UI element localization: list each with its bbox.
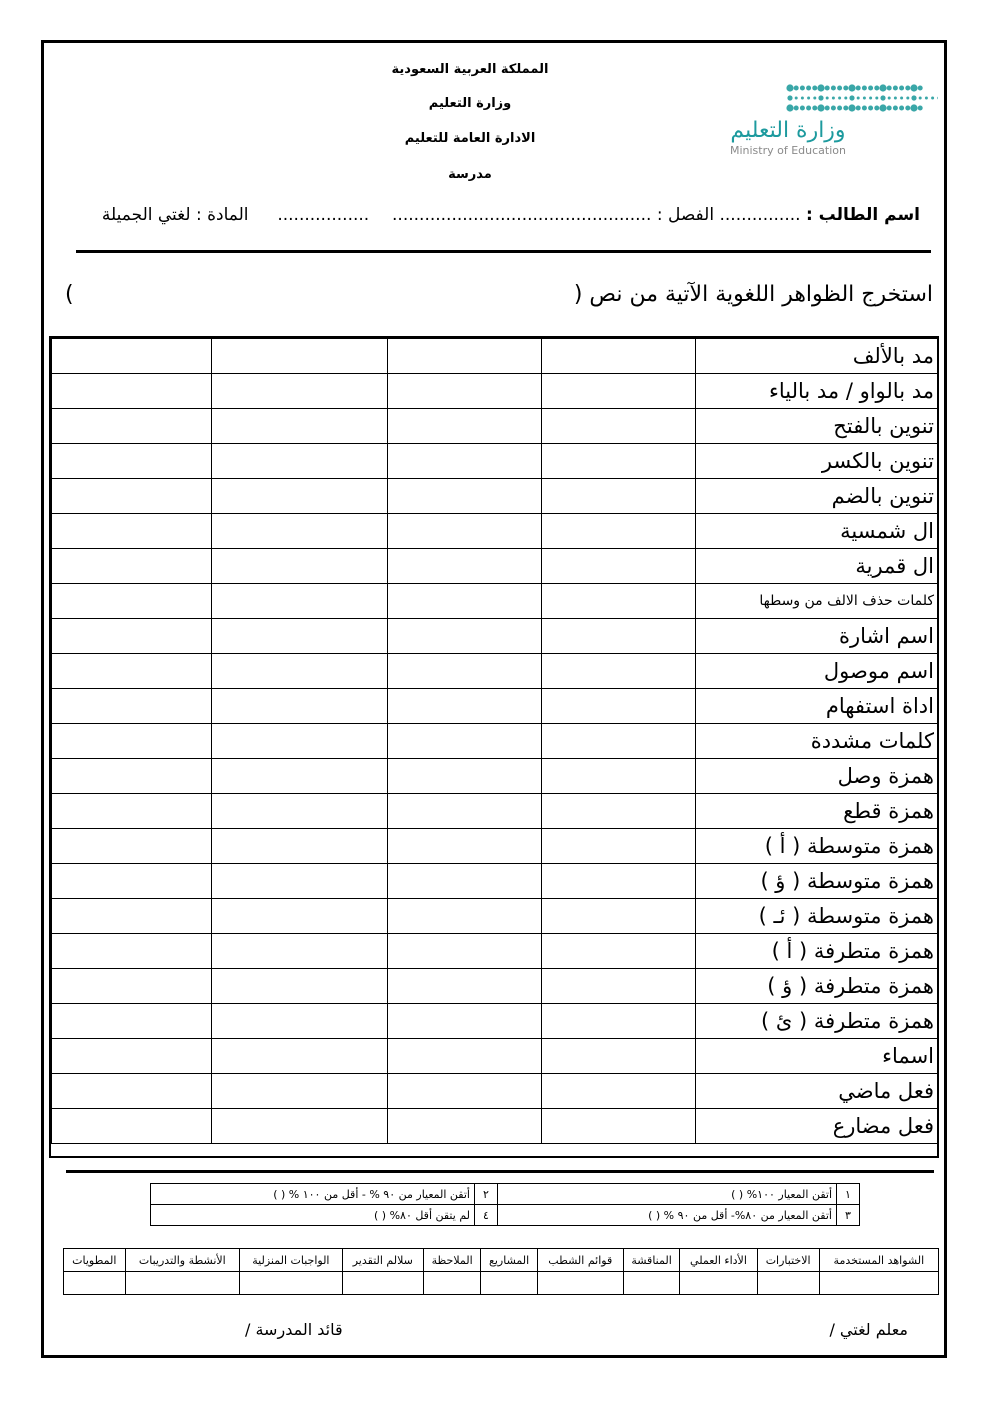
answer-cell[interactable] <box>212 409 388 444</box>
answer-cell[interactable] <box>388 934 542 969</box>
logo-dot <box>899 106 904 111</box>
answer-cell[interactable] <box>388 864 542 899</box>
answer-cell[interactable] <box>212 1004 388 1039</box>
answer-cell[interactable] <box>52 969 212 1004</box>
answer-cell[interactable] <box>542 969 696 1004</box>
row-label: همزة قطع <box>696 794 939 829</box>
logo-dot <box>925 97 928 100</box>
logo-dot <box>875 97 878 100</box>
evidence-cell[interactable] <box>481 1272 537 1295</box>
answer-cell[interactable] <box>542 654 696 689</box>
evidence-header: المناقشة <box>623 1249 680 1272</box>
answer-cell[interactable] <box>212 514 388 549</box>
table-row <box>52 339 939 374</box>
answer-cell[interactable] <box>388 829 542 864</box>
row-label: اسم موصول <box>696 654 939 689</box>
logo-dot <box>838 97 841 100</box>
answer-cell[interactable] <box>542 829 696 864</box>
logo-dot <box>868 86 873 91</box>
logo-dot <box>856 106 861 111</box>
logo-dot <box>919 97 922 100</box>
answer-cell[interactable] <box>542 409 696 444</box>
evidence-header: المطويات <box>64 1249 126 1272</box>
table-row <box>52 794 939 829</box>
answer-cell[interactable] <box>388 479 542 514</box>
answer-cell[interactable] <box>388 549 542 584</box>
logo-dot <box>856 86 861 91</box>
logo-dot <box>795 97 798 100</box>
answer-cell[interactable] <box>542 864 696 899</box>
answer-cell[interactable] <box>52 1004 212 1039</box>
table-row <box>52 409 939 444</box>
logo-english-text: Ministry of Education <box>729 144 846 157</box>
answer-cell[interactable] <box>388 1004 542 1039</box>
answer-cell[interactable] <box>542 934 696 969</box>
answer-cell[interactable] <box>388 1039 542 1074</box>
answer-cell[interactable] <box>388 1074 542 1109</box>
footer-divider <box>66 1170 934 1173</box>
logo-dot <box>786 104 793 111</box>
answer-cell[interactable] <box>212 864 388 899</box>
logo-dot <box>880 95 885 100</box>
logo-dot <box>857 97 860 100</box>
logo-dot <box>806 106 811 111</box>
answer-cell[interactable] <box>388 444 542 479</box>
evidence-header: الشواهد المستخدمة <box>819 1249 938 1272</box>
criteria-row <box>151 1205 860 1226</box>
answer-cell[interactable] <box>388 689 542 724</box>
answer-cell[interactable] <box>388 374 542 409</box>
table-row <box>52 654 939 689</box>
class-label: الفصل : <box>656 205 715 225</box>
answer-cell[interactable] <box>542 724 696 759</box>
evidence-header: قوائم الشطب <box>537 1249 623 1272</box>
answer-cell[interactable] <box>388 619 542 654</box>
logo-dot <box>918 86 923 91</box>
instruction-line <box>55 282 933 307</box>
answer-cell[interactable] <box>388 654 542 689</box>
row-label: كلمات حذف الالف من وسطها <box>696 584 939 619</box>
evidence-header-row <box>64 1249 939 1272</box>
evidence-cell[interactable] <box>240 1272 343 1295</box>
logo-dot <box>817 104 824 111</box>
table-row <box>52 479 939 514</box>
row-label: اسم اشارة <box>696 619 939 654</box>
criteria-num: ٤ <box>475 1205 498 1226</box>
instruction-close-paren: ) <box>65 282 74 307</box>
logo-dot <box>874 106 879 111</box>
answer-cell[interactable] <box>52 444 212 479</box>
header-directorate: الادارة العامة للتعليم <box>404 131 536 146</box>
answer-cell[interactable] <box>52 689 212 724</box>
logo-dot <box>937 97 938 100</box>
table-row <box>52 759 939 794</box>
answer-cell[interactable] <box>388 759 542 794</box>
answer-cell[interactable] <box>212 1039 388 1074</box>
answer-cell[interactable] <box>212 549 388 584</box>
header-country: المملكة العربية السعودية <box>391 62 549 77</box>
logo-dot <box>862 86 867 91</box>
logo-dot <box>869 97 872 100</box>
logo-dot <box>874 86 879 91</box>
logo-dot <box>887 106 892 111</box>
student-info-line <box>60 205 920 225</box>
logo-dot <box>800 106 805 111</box>
criteria-text: أتقن المعيار من ٩٠ % - أقل من ١٠٠ % ( ) <box>151 1184 475 1205</box>
logo-dot <box>806 86 811 91</box>
table-row <box>52 374 939 409</box>
table-row <box>52 864 939 899</box>
logo-dot <box>900 97 903 100</box>
logo-dot <box>899 86 904 91</box>
answer-cell[interactable] <box>52 479 212 514</box>
answer-cell[interactable] <box>542 1109 696 1144</box>
table-row <box>52 549 939 584</box>
subject-dots[interactable]: ................. <box>277 205 370 225</box>
row-label: اسماء <box>696 1039 939 1074</box>
logo-dot <box>832 97 835 100</box>
header-ministry: وزارة التعليم <box>428 96 512 111</box>
logo-dot <box>812 106 817 111</box>
answer-cell[interactable] <box>212 339 388 374</box>
evidence-cell[interactable] <box>125 1272 240 1295</box>
answer-cell[interactable] <box>52 584 212 619</box>
logo-dot <box>893 86 898 91</box>
answer-cell[interactable] <box>388 724 542 759</box>
answer-cell[interactable] <box>212 689 388 724</box>
subject-label: المادة : <box>195 205 249 225</box>
criteria-text: أتقن المعيار من ٨٠%- أقل من ٩٠ % ( ) <box>498 1205 837 1226</box>
evidence-header: المشاريع <box>481 1249 537 1272</box>
logo-dot <box>848 104 855 111</box>
row-label: اداة استفهام <box>696 689 939 724</box>
logo-dot <box>817 84 824 91</box>
answer-cell[interactable] <box>212 1074 388 1109</box>
logo-dot <box>918 106 923 111</box>
logo-dot <box>800 86 805 91</box>
answer-cell[interactable] <box>388 409 542 444</box>
logo-dot <box>843 86 848 91</box>
logo-dot <box>794 86 799 91</box>
table-row <box>52 1109 939 1144</box>
logo-dot <box>826 97 829 100</box>
evidence-cell[interactable] <box>680 1272 757 1295</box>
answer-cell[interactable] <box>542 584 696 619</box>
answer-cell[interactable] <box>542 1004 696 1039</box>
answer-cell[interactable] <box>52 374 212 409</box>
logo-dot <box>911 95 916 100</box>
evidence-check-row <box>64 1272 939 1295</box>
answer-cell[interactable] <box>52 514 212 549</box>
answer-cell[interactable] <box>52 829 212 864</box>
logo-dot <box>801 97 804 100</box>
table-row <box>52 724 939 759</box>
table-row <box>52 619 939 654</box>
evidence-header: الاختبارات <box>757 1249 819 1272</box>
answer-cell[interactable] <box>212 969 388 1004</box>
teacher-signature: معلم لغتي / <box>829 1320 908 1339</box>
answer-cell[interactable] <box>52 724 212 759</box>
answer-cell[interactable] <box>388 969 542 1004</box>
evidence-table <box>63 1248 939 1295</box>
table-row <box>52 934 939 969</box>
answer-cell[interactable] <box>212 759 388 794</box>
table-row <box>52 969 939 1004</box>
row-label: كلمات مشددة <box>696 724 939 759</box>
answer-cell[interactable] <box>52 899 212 934</box>
logo-dot <box>825 86 830 91</box>
table-row <box>52 1074 939 1109</box>
evidence-cell[interactable] <box>342 1272 423 1295</box>
table-row <box>52 829 939 864</box>
answer-cell[interactable] <box>212 584 388 619</box>
answer-cell[interactable] <box>52 409 212 444</box>
answer-cell[interactable] <box>212 619 388 654</box>
logo-dot <box>837 106 842 111</box>
answer-cell[interactable] <box>388 584 542 619</box>
table-row <box>52 444 939 479</box>
row-label: فعل ماضي <box>696 1074 939 1109</box>
row-label: تنوين بالكسر <box>696 444 939 479</box>
answer-cell[interactable] <box>52 759 212 794</box>
ministry-logo <box>708 80 938 166</box>
logo-dot <box>906 97 909 100</box>
answer-cell[interactable] <box>52 1074 212 1109</box>
logo-dot <box>905 106 910 111</box>
answer-cell[interactable] <box>52 1109 212 1144</box>
logo-dot <box>794 106 799 111</box>
answer-cell[interactable] <box>542 339 696 374</box>
logo-dot <box>862 106 867 111</box>
logo-dot <box>813 97 816 100</box>
logo-dot <box>863 97 866 100</box>
evidence-cell[interactable] <box>623 1272 680 1295</box>
answer-cell[interactable] <box>542 374 696 409</box>
logo-dot <box>879 84 886 91</box>
answer-cell[interactable] <box>212 829 388 864</box>
answer-cell[interactable] <box>212 444 388 479</box>
answer-cell[interactable] <box>388 514 542 549</box>
row-label: تنوين بالفتح <box>696 409 939 444</box>
answer-cell[interactable] <box>52 339 212 374</box>
logo-dot <box>893 106 898 111</box>
evidence-cell[interactable] <box>423 1272 480 1295</box>
answer-cell[interactable] <box>212 479 388 514</box>
answer-cell[interactable] <box>212 654 388 689</box>
logo-dot <box>879 104 886 111</box>
answer-cell[interactable] <box>542 444 696 479</box>
class-dots[interactable]: ................................................ <box>392 205 652 225</box>
row-label: همزة متطرفة ( ؤ ) <box>696 969 939 1004</box>
logo-dot <box>888 97 891 100</box>
header-divider <box>76 250 931 253</box>
logo-arabic-text: وزارة التعليم <box>730 118 846 143</box>
logo-dot <box>831 86 836 91</box>
answer-cell[interactable] <box>212 724 388 759</box>
row-label: مد بالألف <box>696 339 939 374</box>
student-name-label: اسم الطالب : <box>805 205 920 225</box>
evidence-cell[interactable] <box>819 1272 938 1295</box>
criteria-num: ٢ <box>475 1184 498 1205</box>
answer-cell[interactable] <box>542 619 696 654</box>
logo-dot <box>787 95 792 100</box>
logo-dot <box>844 97 847 100</box>
answer-cell[interactable] <box>542 689 696 724</box>
logo-dot <box>825 106 830 111</box>
row-label: مد بالواو / مد بالياء <box>696 374 939 409</box>
logo-dot <box>831 106 836 111</box>
criteria-num: ١ <box>837 1184 860 1205</box>
logo-dot <box>931 97 934 100</box>
table-row <box>52 1039 939 1074</box>
phenomena-table <box>51 338 939 1144</box>
table-row <box>52 689 939 724</box>
evidence-header: الملاحظة <box>423 1249 480 1272</box>
row-label: همزة وصل <box>696 759 939 794</box>
logo-dot <box>837 86 842 91</box>
table-row <box>52 514 939 549</box>
header-school: مدرسة <box>448 167 492 182</box>
answer-cell[interactable] <box>542 794 696 829</box>
answer-cell[interactable] <box>212 1109 388 1144</box>
answer-cell[interactable] <box>542 514 696 549</box>
answer-cell[interactable] <box>542 759 696 794</box>
logo-dot <box>910 84 917 91</box>
table-row <box>52 584 939 619</box>
subject-value: لغتي الجميلة <box>101 205 191 225</box>
row-label: تنوين بالضم <box>696 479 939 514</box>
logo-dot <box>807 97 810 100</box>
logo-dot <box>848 84 855 91</box>
answer-cell[interactable] <box>388 339 542 374</box>
answer-cell[interactable] <box>542 1074 696 1109</box>
answer-cell[interactable] <box>52 1039 212 1074</box>
evidence-cell[interactable] <box>537 1272 623 1295</box>
logo-dot <box>894 97 897 100</box>
row-label: همزة متطرفة ( ئ ) <box>696 1004 939 1039</box>
row-label: ال شمسية <box>696 514 939 549</box>
logo-dot <box>910 104 917 111</box>
principal-signature: قائد المدرسة / <box>245 1320 343 1339</box>
answer-cell[interactable] <box>212 934 388 969</box>
criteria-row <box>151 1184 860 1205</box>
answer-cell[interactable] <box>52 794 212 829</box>
evidence-header: الأداء العملي <box>680 1249 757 1272</box>
logo-dot <box>843 106 848 111</box>
logo-dot <box>812 86 817 91</box>
answer-cell[interactable] <box>388 794 542 829</box>
evidence-header: سلالم التقدير <box>342 1249 423 1272</box>
evidence-header: الواجبات المنزلية <box>240 1249 343 1272</box>
logo-dot <box>887 86 892 91</box>
evidence-cell[interactable] <box>757 1272 819 1295</box>
student-name-dots[interactable]: ............... <box>719 205 801 225</box>
evidence-cell[interactable] <box>64 1272 126 1295</box>
evidence-header: الأنشطة والتدريبات <box>125 1249 240 1272</box>
row-label: فعل مضارع <box>696 1109 939 1144</box>
row-label: ال قمرية <box>696 549 939 584</box>
row-label: همزة متوسطة ( ؤ ) <box>696 864 939 899</box>
logo-dot <box>849 95 854 100</box>
answer-cell[interactable] <box>52 549 212 584</box>
criteria-text: لم يتقن أقل ٨٠% ( ) <box>151 1205 475 1226</box>
instruction-text: استخرج الظواهر اللغوية الآتية من نص ( <box>573 282 933 307</box>
answer-cell[interactable] <box>542 479 696 514</box>
row-label: همزة متطرفة ( أ ) <box>696 934 939 969</box>
answer-cell[interactable] <box>542 1039 696 1074</box>
answer-cell[interactable] <box>212 899 388 934</box>
answer-cell[interactable] <box>388 1109 542 1144</box>
logo-dot <box>868 106 873 111</box>
criteria-num: ٣ <box>837 1205 860 1226</box>
criteria-text: أتقن المعيار ١٠٠% ( ) <box>498 1184 837 1205</box>
row-label: همزة متوسطة ( ئـ ) <box>696 899 939 934</box>
table-row <box>52 899 939 934</box>
logo-dot <box>905 86 910 91</box>
answer-cell[interactable] <box>388 899 542 934</box>
answer-cell[interactable] <box>542 549 696 584</box>
answer-cell[interactable] <box>542 899 696 934</box>
answer-cell[interactable] <box>212 374 388 409</box>
row-label: همزة متوسطة ( أ ) <box>696 829 939 864</box>
logo-dot <box>786 84 793 91</box>
mastery-criteria-table <box>150 1183 860 1226</box>
answer-cell[interactable] <box>52 619 212 654</box>
answer-cell[interactable] <box>212 794 388 829</box>
answer-cell[interactable] <box>52 864 212 899</box>
table-row <box>52 1004 939 1039</box>
logo-dot <box>818 95 823 100</box>
answer-cell[interactable] <box>52 654 212 689</box>
answer-cell[interactable] <box>52 934 212 969</box>
